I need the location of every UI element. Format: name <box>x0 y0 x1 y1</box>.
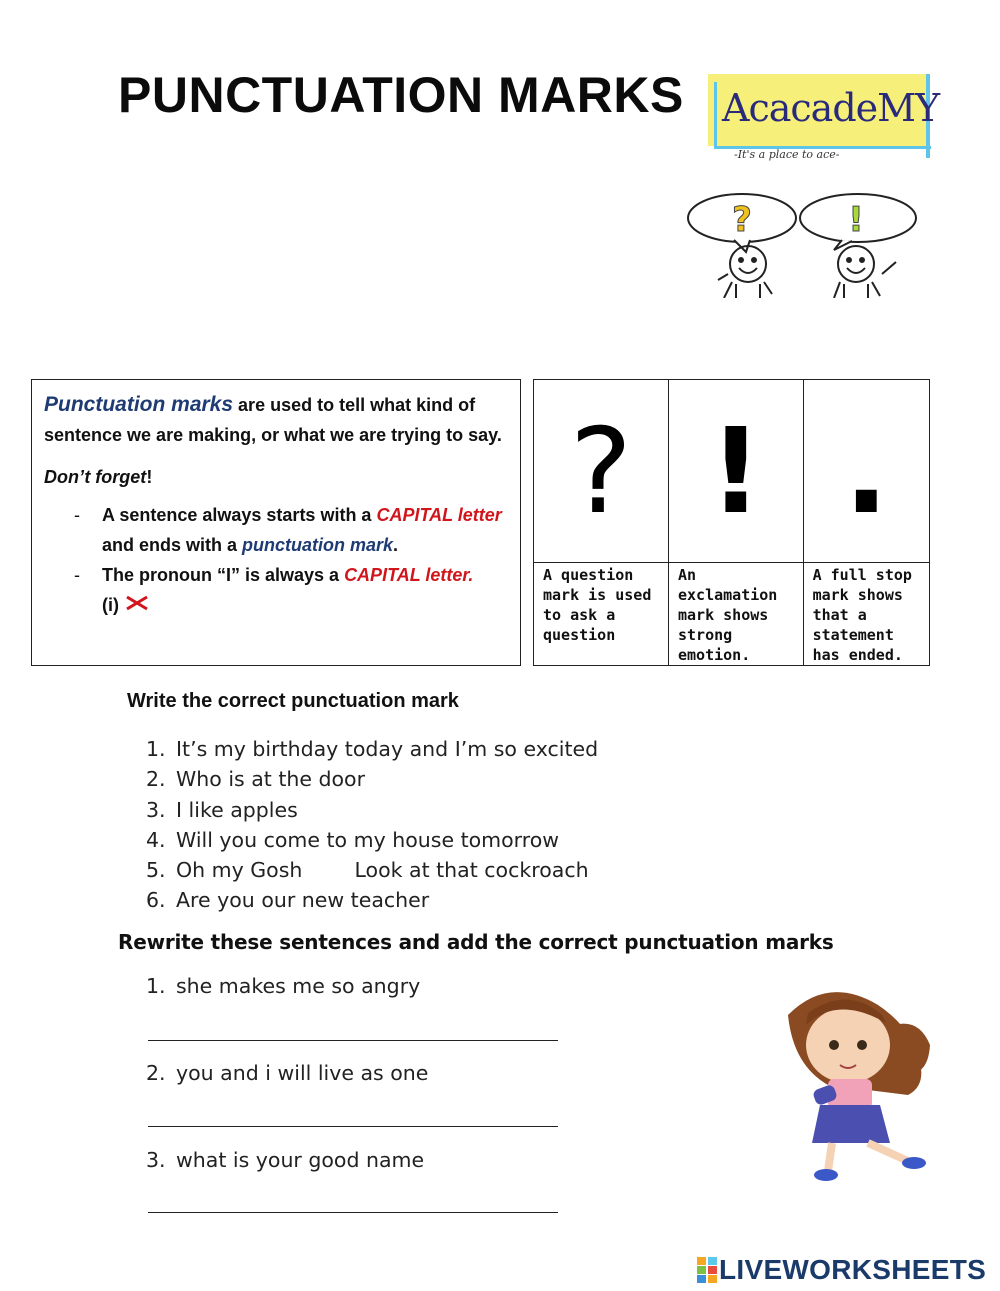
full-stop-description: A full stop mark shows that a statement has ended. <box>812 566 912 664</box>
rule-capital-start <box>44 500 508 560</box>
section2-heading: Rewrite these sentences and add the correct punctuation marks <box>118 930 834 954</box>
item-number: 3. <box>146 1148 166 1172</box>
list-item <box>146 764 598 794</box>
rewrite-item <box>146 1061 428 1085</box>
exclamation-mark-symbol: ! <box>708 402 763 540</box>
intro-paragraph <box>44 390 508 450</box>
logo-tagline: -It's a place to ace- <box>734 148 840 161</box>
item-number: 3. <box>146 797 166 822</box>
item-text[interactable]: Who is at the door <box>176 767 366 792</box>
intro-lead: Punctuation marks <box>44 393 234 416</box>
item-text[interactable]: Are you our new teacher <box>176 888 430 913</box>
footer-brand-text: LIVEWORKSHEETS <box>719 1254 987 1285</box>
full-stop-symbol: . <box>843 402 889 540</box>
punctuation-marks-table <box>533 379 930 666</box>
item-number: 4. <box>146 827 166 852</box>
answer-line-2[interactable] <box>148 1126 558 1127</box>
rule1-punctuation-mark: punctuation mark <box>242 535 394 555</box>
dont-forget-label: Don’t forget <box>44 467 147 487</box>
exclamation-mark-desc-cell <box>668 563 803 666</box>
list-item <box>146 885 598 915</box>
footer-brand <box>697 1252 986 1288</box>
rewrite-item <box>146 974 420 998</box>
rule1-text-e: . <box>393 535 399 555</box>
list-item <box>146 734 598 764</box>
item-text[interactable]: I like apples <box>176 797 298 822</box>
exclamation-mark-cell <box>668 380 803 563</box>
rule-pronoun-i <box>44 560 508 620</box>
list-item <box>146 795 598 825</box>
item-number: 1. <box>146 737 166 761</box>
item-number: 2. <box>146 1061 166 1085</box>
question-symbol: ? <box>732 200 752 240</box>
item-text: what is your good name <box>176 1148 425 1172</box>
section1-heading: Write the correct punctuation mark <box>127 690 459 712</box>
symbols-row <box>534 380 930 563</box>
rewrite-item <box>146 1148 424 1172</box>
exclamation-mark-description: An exclamation mark shows strong emotion. <box>677 566 778 664</box>
red-cross-icon <box>124 594 150 612</box>
full-stop-desc-cell <box>803 563 929 666</box>
answer-line-1[interactable] <box>148 1040 558 1041</box>
item-text: you and i will live as one <box>176 1061 429 1085</box>
rule2-text-a: The pronoun “I” is always a <box>102 565 345 585</box>
dont-forget-bang: ! <box>146 467 153 487</box>
descriptions-row <box>534 563 930 666</box>
question-mark-description: A question mark is used to ask a question <box>543 566 652 644</box>
question-mark-cell <box>534 380 669 563</box>
list-item <box>146 825 598 855</box>
item-text[interactable]: Oh my Gosh Look at that cockroach <box>176 858 589 883</box>
info-box <box>31 379 521 666</box>
item-text[interactable]: Will you come to my house tomorrow <box>176 827 560 852</box>
item-number: 5. <box>146 858 166 883</box>
list-item <box>146 855 598 885</box>
rule1-text-c: and ends with a <box>102 535 243 555</box>
question-mark-symbol: ? <box>569 402 633 540</box>
exclamation-symbol: ! <box>848 200 864 240</box>
section1-list <box>146 734 598 916</box>
rule1-text-a: A sentence always starts with a <box>102 505 377 525</box>
item-number: 1. <box>146 974 166 998</box>
right-child-figure <box>834 246 896 298</box>
logo-brand: AcacadeMY <box>722 86 940 130</box>
rule1-capital-letter: CAPITAL letter <box>376 505 502 525</box>
left-child-figure <box>718 246 772 298</box>
item-number: 6. <box>146 888 166 913</box>
answer-line-3[interactable] <box>148 1212 558 1213</box>
speech-bubbles-illustration <box>684 188 924 298</box>
item-text[interactable]: It’s my birthday today and I’m so excited <box>176 737 599 761</box>
girl-illustration <box>768 975 968 1185</box>
dont-forget <box>44 462 508 492</box>
rules-list <box>44 500 508 620</box>
rule2-lowercase-i: (i) <box>102 595 119 615</box>
liveworksheets-icon <box>697 1257 719 1283</box>
item-number: 2. <box>146 767 166 792</box>
question-mark-desc-cell <box>534 563 669 666</box>
page-title: PUNCTUATION MARKS <box>118 67 684 123</box>
item-text: she makes me so angry <box>176 974 421 998</box>
acacademy-logo <box>708 74 940 168</box>
intro-rest: are used to tell what kind of sentence we are making, or what we are trying to say. <box>44 395 502 445</box>
rule2-capital-letter: CAPITAL letter. <box>344 565 474 585</box>
full-stop-cell <box>803 380 929 563</box>
